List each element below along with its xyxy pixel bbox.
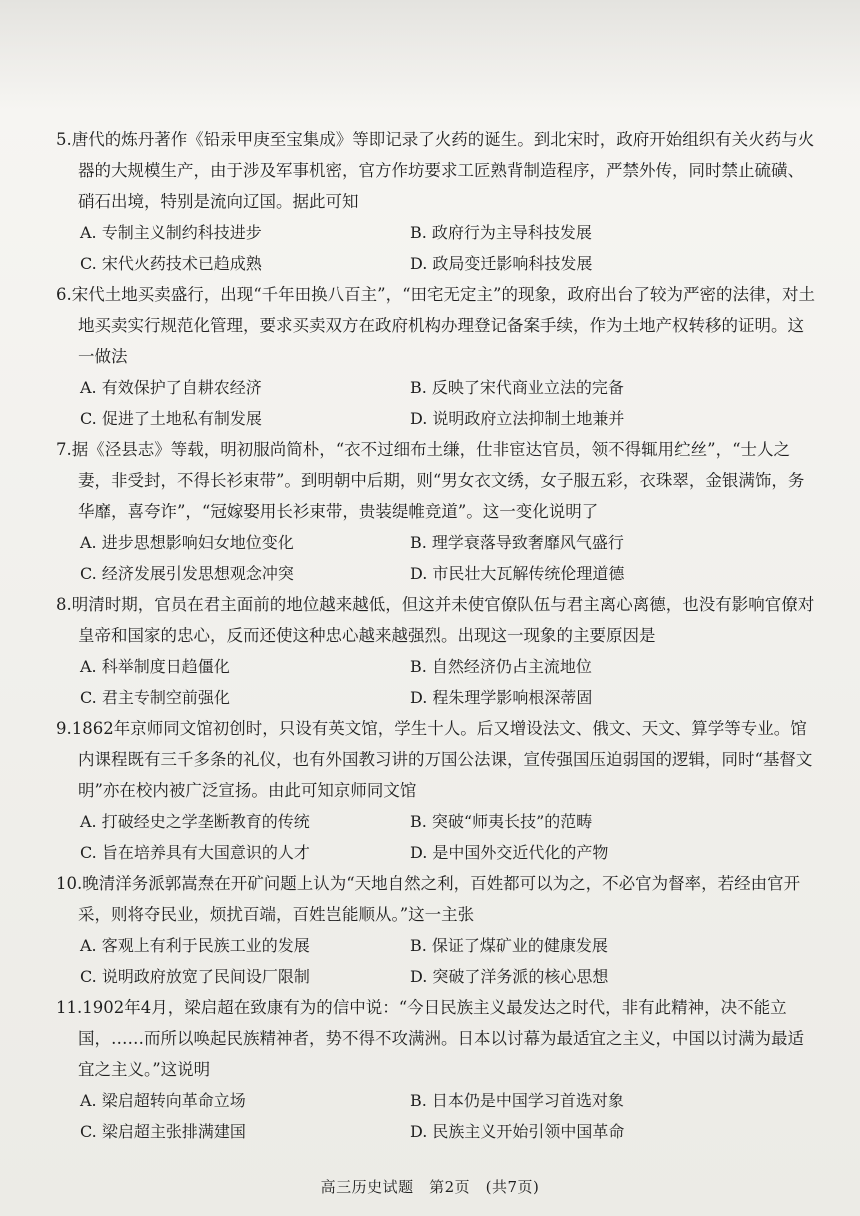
answer-options — [56, 651, 816, 713]
answer-options — [56, 1085, 816, 1147]
answer-option: B. 自然经济仍占主流地位 — [410, 657, 592, 676]
answer-option: A. 有效保护了自耕农经济 — [80, 378, 262, 397]
answer-option: C. 宋代火药技术已趋成熟 — [80, 254, 262, 273]
question-block — [56, 868, 816, 992]
answer-options — [56, 217, 816, 279]
answer-option: B. 反映了宋代商业立法的完备 — [410, 378, 624, 397]
question-block — [56, 992, 816, 1147]
question-block — [56, 434, 816, 589]
question-stem: 5.唐代的炼丹著作《铅汞甲庚至宝集成》等即记录了火药的诞生。到北宋时，政府开始组织有关火药与火器的大规模生产，由于涉及军事机密，官方作坊要求工匠熟背制造程序，严禁外传，同时禁止硫磺、硝石出境，特别是流向辽国。据此可知 — [56, 130, 815, 211]
answer-option: B. 保证了煤矿业的健康发展 — [410, 936, 608, 955]
answer-option: A. 科举制度日趋僵化 — [80, 657, 230, 676]
answer-option: C. 说明政府放宽了民间设厂限制 — [80, 967, 310, 986]
answer-option: B. 突破“师夷长技”的范畴 — [410, 812, 593, 831]
answer-option: C. 经济发展引发思想观念冲突 — [80, 564, 294, 583]
question-stem: 8.明清时期，官员在君主面前的地位越来越低，但这并未使官僚队伍与君主离心离德，也没有影响官僚对皇帝和国家的忠心，反而还使这种忠心越来越强烈。出现这一现象的主要原因是 — [56, 595, 815, 645]
answer-option: A. 打破经史之学垄断教育的传统 — [80, 812, 310, 831]
answer-option: C. 君主专制空前强化 — [80, 688, 230, 707]
answer-option: A. 梁启超转向革命立场 — [80, 1091, 246, 1110]
answer-option: D. 突破了洋务派的核心思想 — [410, 967, 609, 986]
page-footer: 高三历史试题 第2页 (共7页) — [320, 1178, 540, 1196]
question-stem: 9.1862年京师同文馆初创时，只设有英文馆，学生十人。后又增设法文、俄文、天文、算学等专业。馆内课程既有三千多条的礼仪，也有外国教习讲的万国公法课，宣传强国压迫弱国的逻辑，同时“基督文明”亦在校内被广泛宣扬。由此可知京师同文馆 — [56, 719, 813, 800]
answer-options — [56, 527, 816, 589]
answer-option: D. 说明政府立法抑制土地兼并 — [410, 409, 625, 428]
answer-options — [56, 806, 816, 868]
answer-option: A. 进步思想影响妇女地位变化 — [80, 533, 294, 552]
answer-option: C. 旨在培养具有大国意识的人才 — [80, 843, 310, 862]
question-stem: 10.晚清洋务派郭嵩焘在开矿问题上认为“天地自然之利，百姓都可以为之，不必官为督率，若经由官开采，则将夺民业，烦扰百端，百姓岂能顺从。”这一主张 — [56, 874, 801, 924]
answer-option: A. 客观上有利于民族工业的发展 — [80, 936, 310, 955]
question-block — [56, 589, 816, 713]
answer-option: D. 程朱理学影响根深蒂固 — [410, 688, 593, 707]
question-list — [56, 124, 816, 1147]
answer-option: A. 专制主义制约科技进步 — [80, 223, 262, 242]
answer-options — [56, 372, 816, 434]
answer-option: D. 市民壮大瓦解传统伦理道德 — [410, 564, 625, 583]
answer-option: B. 日本仍是中国学习首选对象 — [410, 1091, 624, 1110]
answer-option: D. 政局变迁影响科技发展 — [410, 254, 593, 273]
answer-option: C. 促进了土地私有制发展 — [80, 409, 262, 428]
question-stem: 6.宋代土地买卖盛行，出现“千年田换八百主”，“田宅无定主”的现象，政府出台了较为严密的法律，对土地买卖实行规范化管理，要求买卖双方在政府机构办理登记备案手续，作为土地产权转移的证明。这一做法 — [56, 285, 815, 366]
answer-option: B. 理学衰落导致奢靡风气盛行 — [410, 533, 624, 552]
scan-shadow — [0, 0, 860, 110]
question-stem: 11.1902年4月，梁启超在致康有为的信中说：“今日民族主义最发达之时代，非有此精神，决不能立国，……而所以唤起民族精神者，势不得不攻满洲。日本以讨幕为最适宜之主义，中国以讨满为最适宜之主义。”这说明 — [56, 998, 804, 1079]
question-stem: 7.据《泾县志》等载，明初服尚简朴，“衣不过细布土缣，仕非宦达官员，领不得辄用纻丝”，“士人之妻，非受封，不得长衫束带”。到明朝中后期，则“男女衣文绣，女子服五彩，衣珠翠，金银满饰，务华靡，喜夸诈”，“冠嫁娶用长衫束带，贵装缇帷竞道”。这一变化说明了 — [56, 440, 805, 521]
answer-option: D. 民族主义开始引领中国革命 — [410, 1122, 625, 1141]
answer-options — [56, 930, 816, 992]
question-block — [56, 279, 816, 434]
answer-option: D. 是中国外交近代化的产物 — [410, 843, 609, 862]
question-block — [56, 124, 816, 279]
answer-option: B. 政府行为主导科技发展 — [410, 223, 592, 242]
answer-option: C. 梁启超主张排满建国 — [80, 1122, 246, 1141]
question-block — [56, 713, 816, 868]
